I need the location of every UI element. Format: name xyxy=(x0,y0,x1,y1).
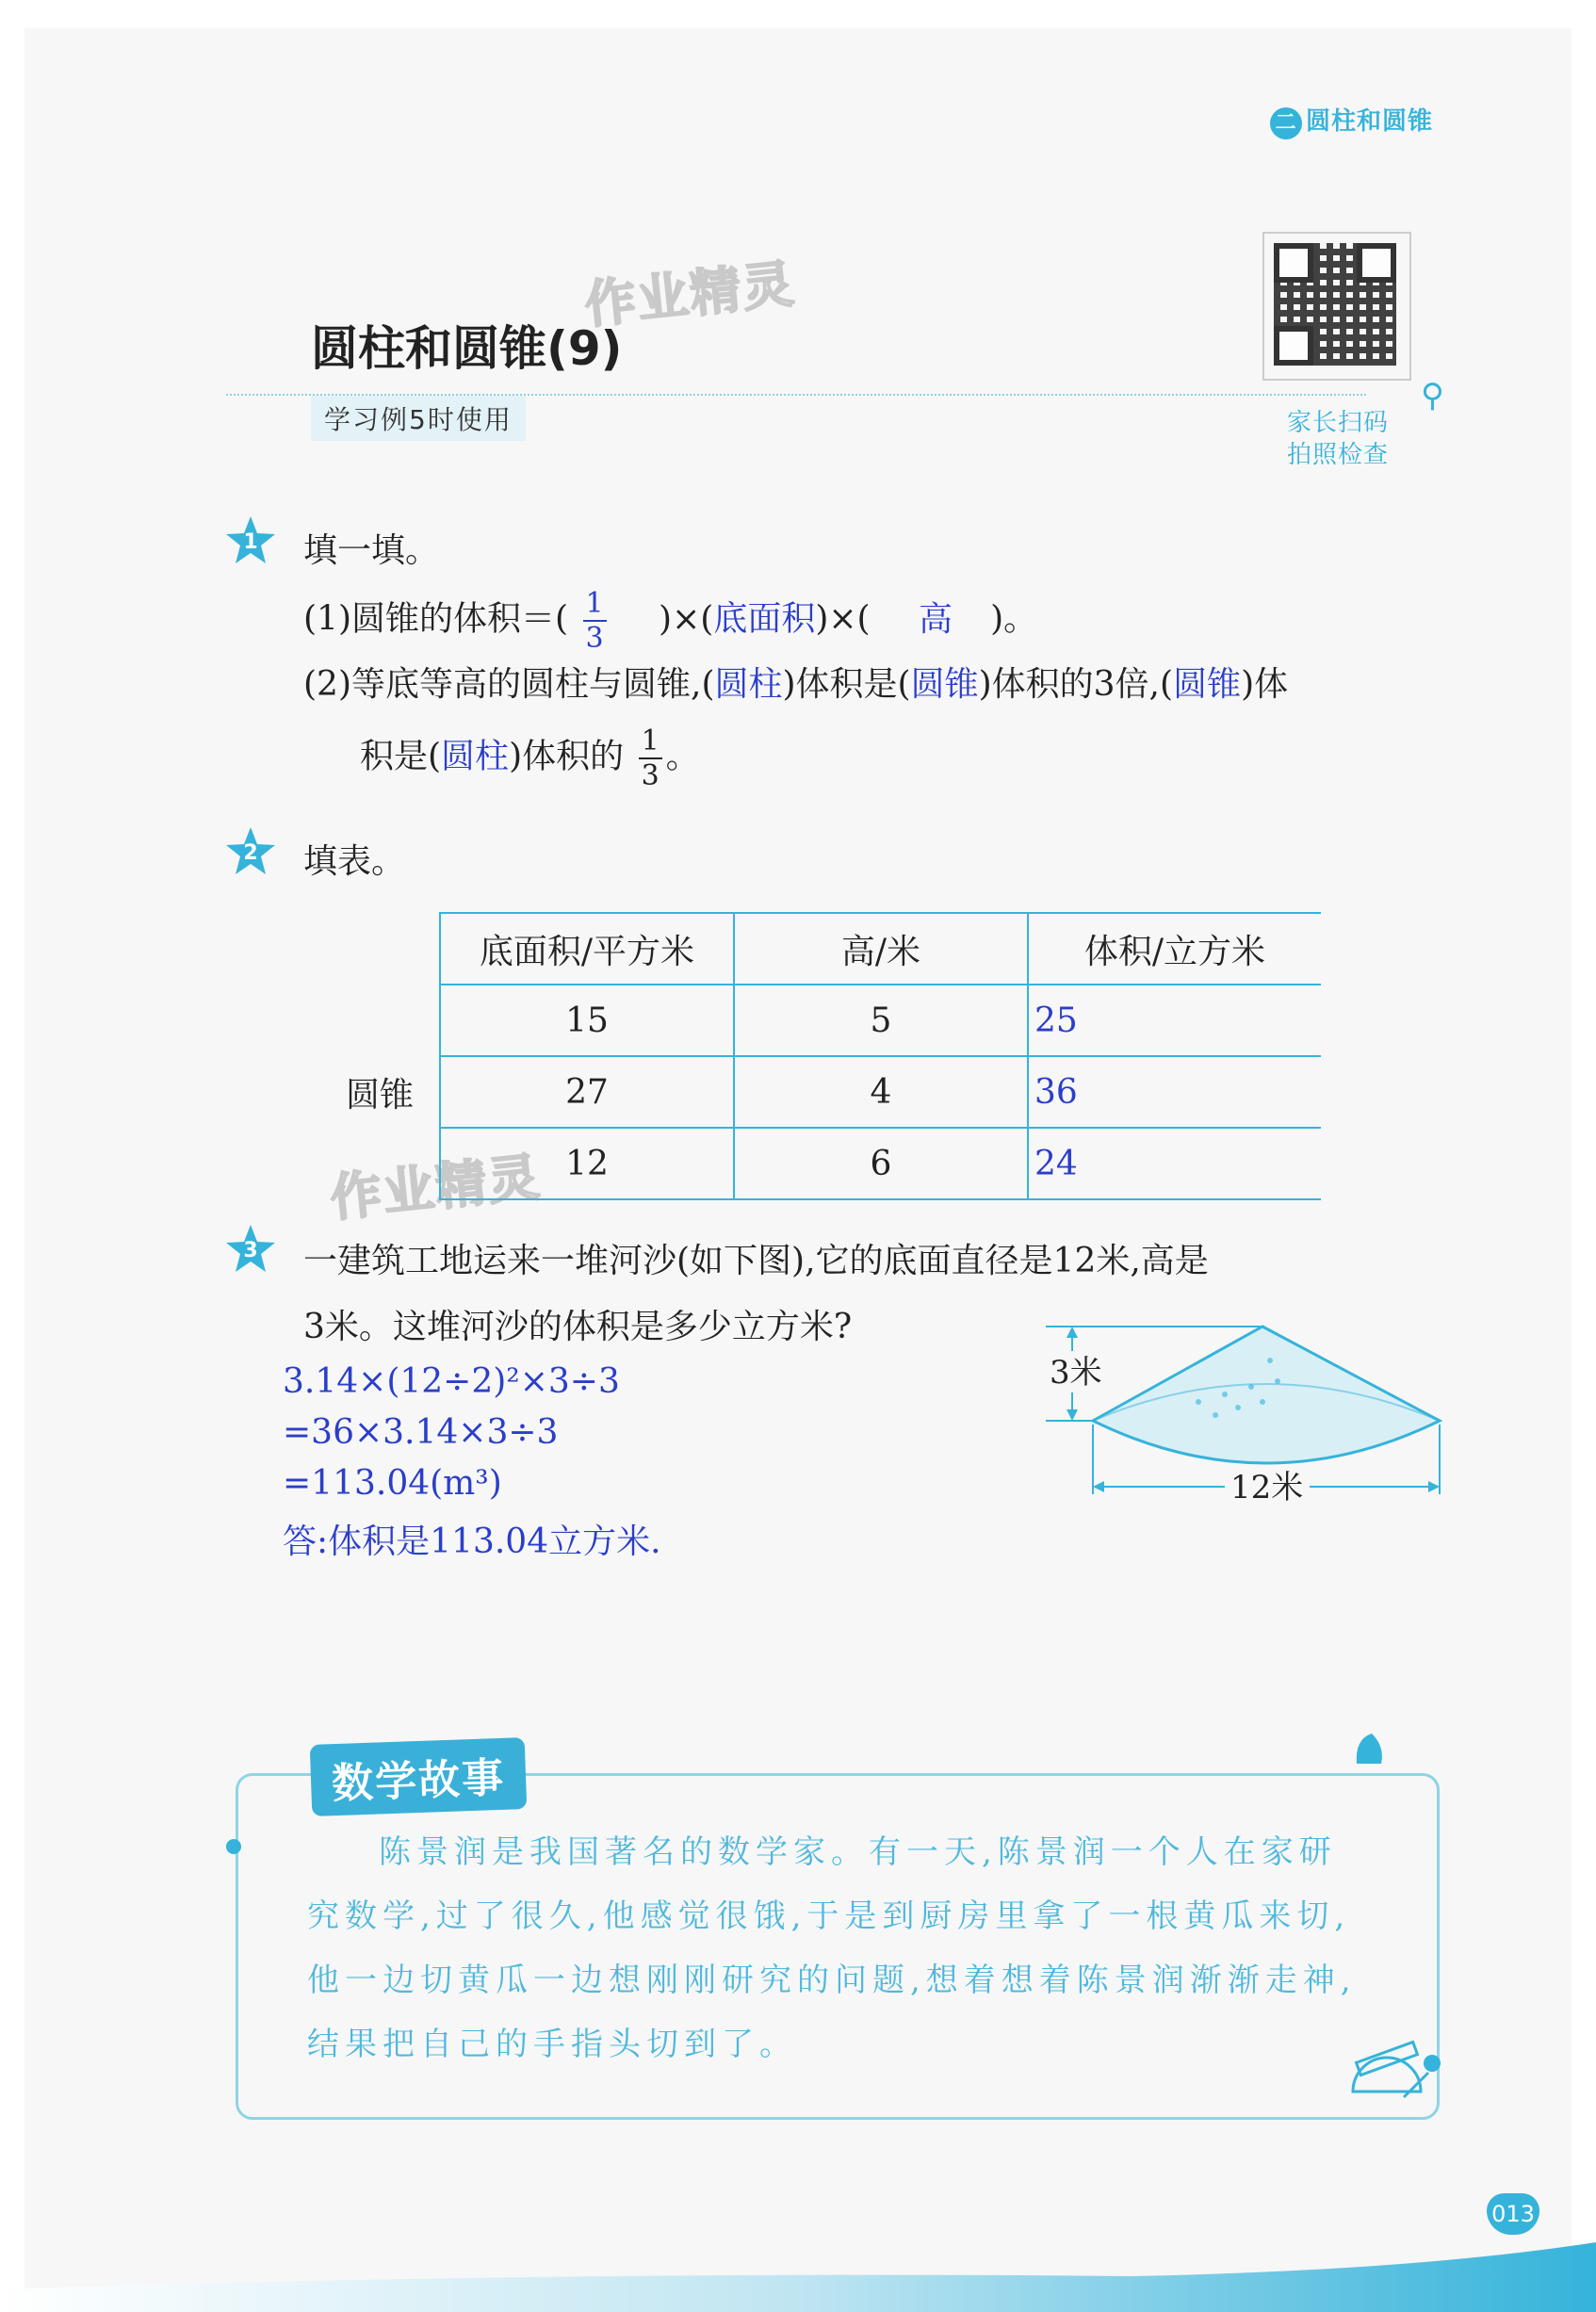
page-title: 圆柱和圆锥(9) xyxy=(311,321,623,376)
table-cell: 12 xyxy=(440,1128,734,1199)
table-cell: 27 xyxy=(440,1056,734,1128)
table-row xyxy=(320,1056,1321,1128)
solution-line: =36×3.14×3÷3 xyxy=(283,1413,559,1452)
answer-text: 高 xyxy=(919,599,953,639)
qr-label-line2: 拍照检查 xyxy=(1287,441,1390,469)
table-cell: 15 xyxy=(440,985,734,1056)
q1-heading: 填一填。 xyxy=(303,531,440,570)
answer-text: 圆锥 xyxy=(910,665,979,704)
q1-part1: (1)圆锥的体积＝( $\frac{1}{3}$ )×(底面积)×( 高 )。 xyxy=(303,587,1038,655)
story-line: 他一边切黄瓜一边想刚刚研究的问题,想着想着陈景润渐渐走神, xyxy=(307,1962,1357,1999)
answer-fraction: $\frac{1}{3}$ xyxy=(583,590,607,653)
svg-text:1: 1 xyxy=(243,530,258,554)
qr-code[interactable] xyxy=(1274,243,1396,366)
pencil-tip-icon xyxy=(1353,1730,1387,1767)
chapter-label xyxy=(1270,102,1433,139)
question-star-icon xyxy=(224,514,277,567)
q3-text-line2: 3米。这堆河沙的体积是多少立方米? xyxy=(303,1308,853,1346)
story-line: 陈景润是我国著名的数学家。有一天,陈景润一个人在家研 xyxy=(379,1833,1337,1871)
math-story-tag: 数学故事 xyxy=(310,1737,528,1816)
watermark: 作业精灵 xyxy=(327,1147,545,1229)
diameter-label: 12米 xyxy=(1230,1469,1304,1506)
search-icon: ⚲ xyxy=(1421,377,1444,415)
q2-heading: 填表。 xyxy=(303,842,406,881)
table-row xyxy=(320,1128,1321,1199)
height-label: 3米 xyxy=(1050,1354,1102,1392)
volume-table xyxy=(320,912,1321,1200)
answer-text: 圆柱 xyxy=(441,737,510,776)
story-line: 究数学,过了很久,他感觉很饿,于是到厨房里拿了一根黄瓜来切, xyxy=(307,1897,1351,1935)
usage-note: 学习例5时使用 xyxy=(311,396,526,441)
page-number: 013 xyxy=(1487,2193,1539,2235)
question-star-icon xyxy=(224,1223,277,1276)
chapter-number: 二 xyxy=(1270,107,1302,139)
svg-text:2: 2 xyxy=(243,841,258,865)
question-star-icon xyxy=(224,825,277,878)
solution-answer: 答:体积是113.04立方米. xyxy=(283,1522,661,1561)
q3-text-line1: 一建筑工地运来一堆河沙(如下图),它的底面直径是12米,高是 xyxy=(303,1242,1209,1280)
table-header: 高/米 xyxy=(734,913,1028,985)
q1-part2-line2: 积是(圆柱)体积的 $\frac{1}{3}$ 。 xyxy=(360,725,700,792)
qr-label-line1: 家长扫码 xyxy=(1287,409,1390,437)
table-row xyxy=(320,985,1321,1056)
solution-line: 3.14×(12÷2)²×3÷3 xyxy=(283,1362,620,1401)
sand-pile-figure xyxy=(1036,1310,1460,1526)
table-cell: 5 xyxy=(734,985,1028,1056)
table-cell: 4 xyxy=(734,1056,1028,1128)
table-header: 底面积/平方米 xyxy=(440,913,734,985)
svg-text:3: 3 xyxy=(243,1239,258,1262)
answer-text: 底面积 xyxy=(713,599,816,639)
solution-line: =113.04(m³) xyxy=(283,1464,502,1503)
q1-part2-line1: (2)等底等高的圆柱与圆锥,(圆柱)体积是(圆锥)体积的3倍,(圆锥)体 xyxy=(303,665,1289,704)
answer-cell: 24 xyxy=(1028,1128,1321,1199)
story-line: 结果把自己的手指头切到了。 xyxy=(307,2026,797,2063)
answer-text: 圆锥 xyxy=(1173,665,1242,704)
watermark: 作业精灵 xyxy=(581,253,799,335)
table-cell: 6 xyxy=(734,1128,1028,1199)
fraction: $\frac{1}{3}$ xyxy=(639,727,662,790)
bullet-dot xyxy=(224,1837,243,1856)
row-label: 圆锥 xyxy=(345,1075,414,1115)
answer-cell: 25 xyxy=(1028,985,1321,1056)
table-header: 体积/立方米 xyxy=(1028,913,1321,985)
chapter-title: 圆柱和圆锥 xyxy=(1306,107,1434,136)
bottom-wave-decoration xyxy=(0,2233,1596,2312)
answer-text: 圆柱 xyxy=(714,665,783,704)
answer-cell: 36 xyxy=(1028,1056,1321,1128)
